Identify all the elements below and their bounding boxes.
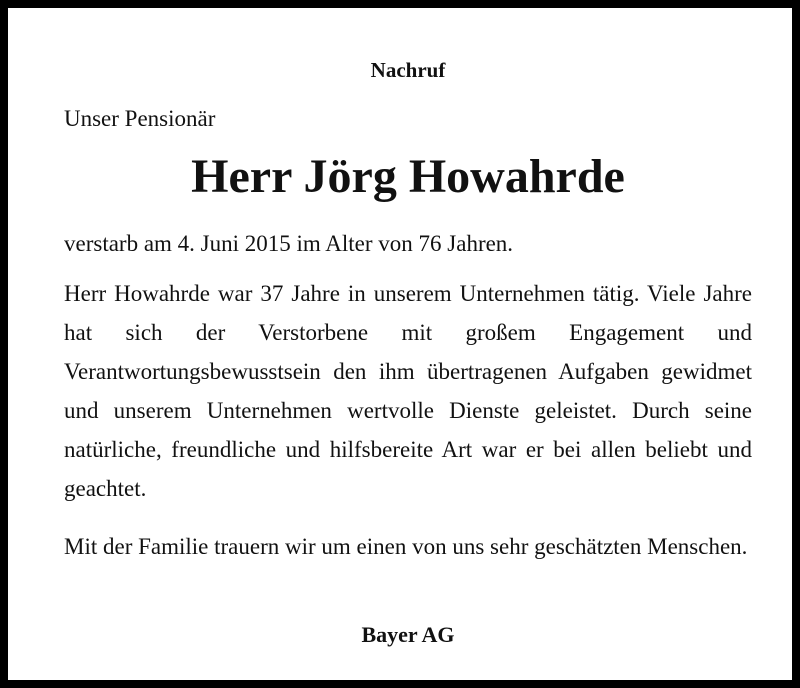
closing-paragraph: Mit der Familie trauern wir um einen von uns sehr geschätzten Menschen. [64,534,748,559]
tribute-paragraph: Herr Howahrde war 37 Jahre in unserem Unternehmen tätig. Viele Jahre hat sich der Verstorbene mit großem Engagement und Verantwortungsbewusstsein den ihm übertragenen Aufgaben gewidmet und unserem Unternehmen wertvolle Dienste geleistet. Durch seine natürliche, freundliche und hilfsbereite Art war er bei allen beliebt und geachtet. [64,281,752,501]
death-date-line: verstarb am 4. Juni 2015 im Alter von 76 Jahren. [64,231,514,256]
company-signature: Bayer AG [361,622,455,647]
intro-line: Unser Pensionär [64,106,216,131]
obituary-heading: Nachruf [370,58,446,82]
deceased-name: Herr Jörg Howahrde [191,150,625,203]
